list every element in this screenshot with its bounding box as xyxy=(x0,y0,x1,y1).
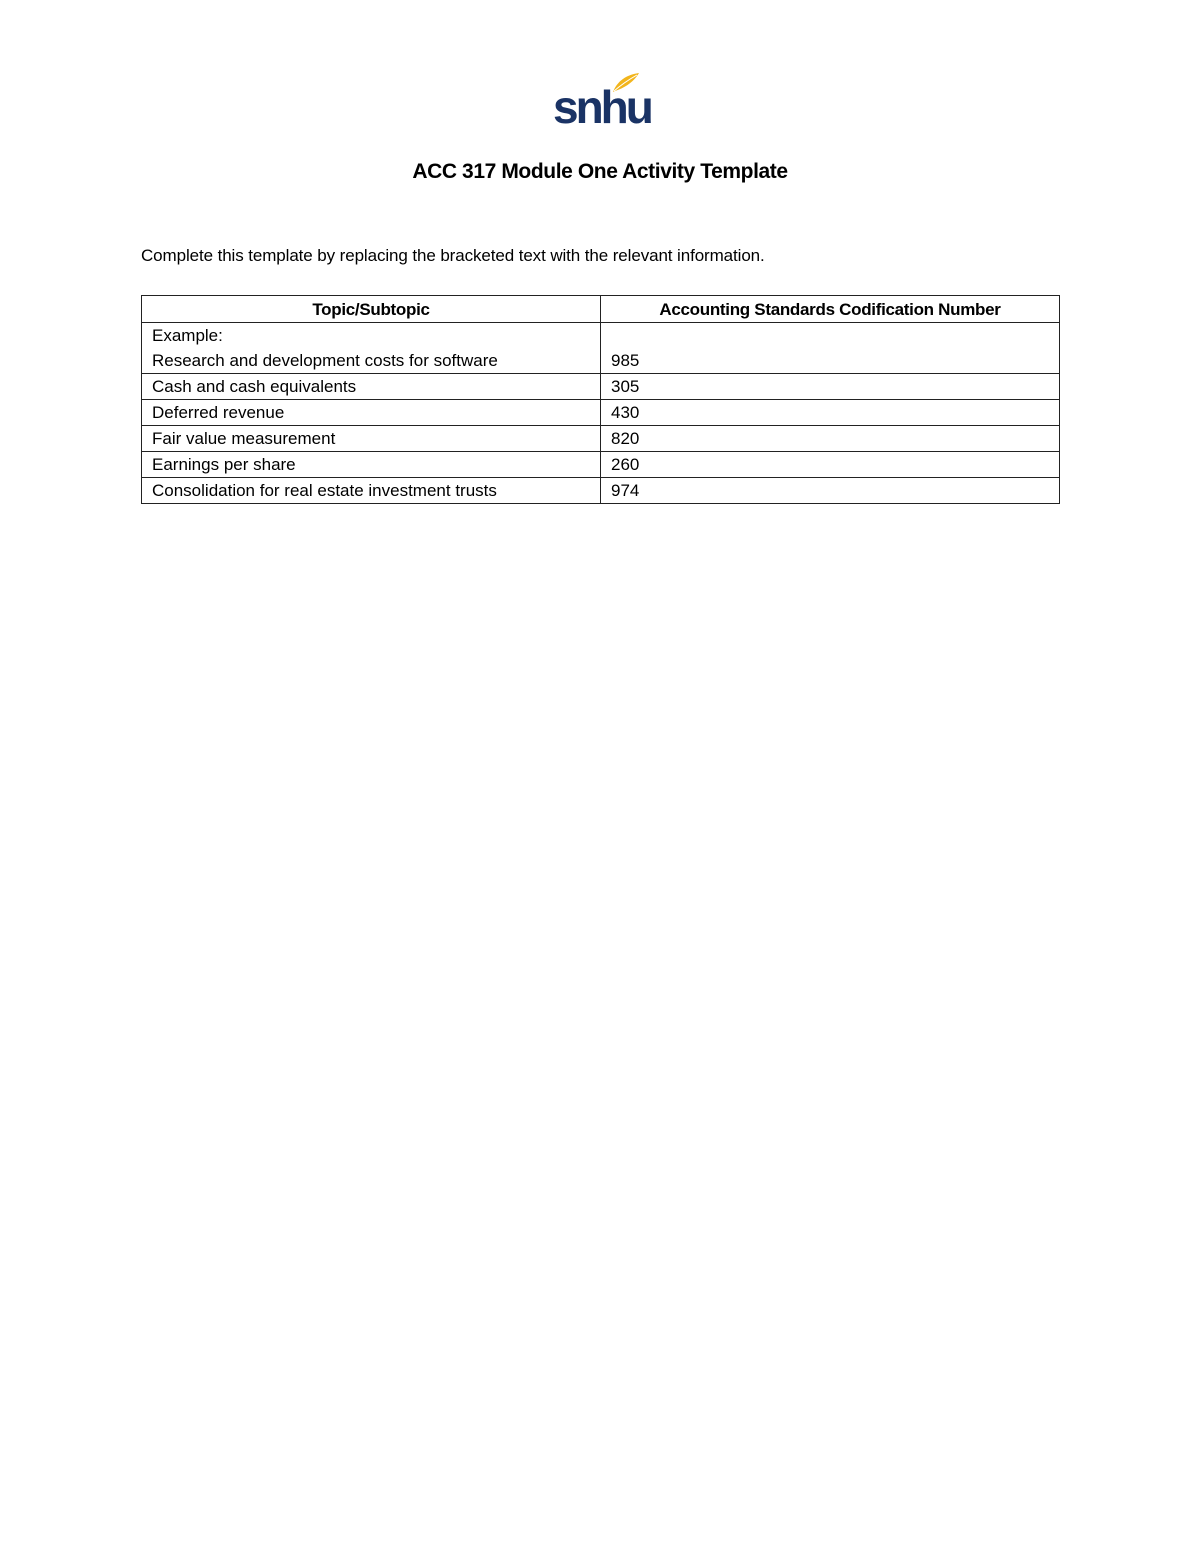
topic-cell[interactable]: Earnings per share xyxy=(142,452,601,478)
table-header-row xyxy=(142,296,1060,323)
page-title: ACC 317 Module One Activity Template xyxy=(412,160,788,183)
table-row xyxy=(142,426,1060,452)
example-number-cell[interactable]: 985 xyxy=(601,323,1060,374)
example-label: Example: xyxy=(152,326,223,345)
table-row xyxy=(142,374,1060,400)
instructions-text: Complete this template by replacing the bracketed text with the relevant information. xyxy=(141,246,765,265)
topic-cell[interactable]: Consolidation for real estate investment trusts xyxy=(142,478,601,504)
codification-table xyxy=(141,295,1060,504)
topic-cell[interactable]: Deferred revenue xyxy=(142,400,601,426)
number-cell[interactable]: 305 xyxy=(601,374,1060,400)
table-row xyxy=(142,478,1060,504)
logo-text: snhu xyxy=(553,81,651,133)
snhu-logo xyxy=(553,70,651,134)
example-topic: Research and development costs for software xyxy=(152,351,498,370)
header-codification-number: Accounting Standards Codification Number xyxy=(601,296,1060,323)
example-topic-cell[interactable] xyxy=(142,323,601,374)
number-cell[interactable]: 974 xyxy=(601,478,1060,504)
table-row xyxy=(142,400,1060,426)
table-row-example xyxy=(142,323,1060,374)
number-cell[interactable]: 820 xyxy=(601,426,1060,452)
header-topic: Topic/Subtopic xyxy=(142,296,601,323)
number-cell[interactable]: 430 xyxy=(601,400,1060,426)
number-cell[interactable]: 260 xyxy=(601,452,1060,478)
table-row xyxy=(142,452,1060,478)
topic-cell[interactable]: Fair value measurement xyxy=(142,426,601,452)
topic-cell[interactable]: Cash and cash equivalents xyxy=(142,374,601,400)
